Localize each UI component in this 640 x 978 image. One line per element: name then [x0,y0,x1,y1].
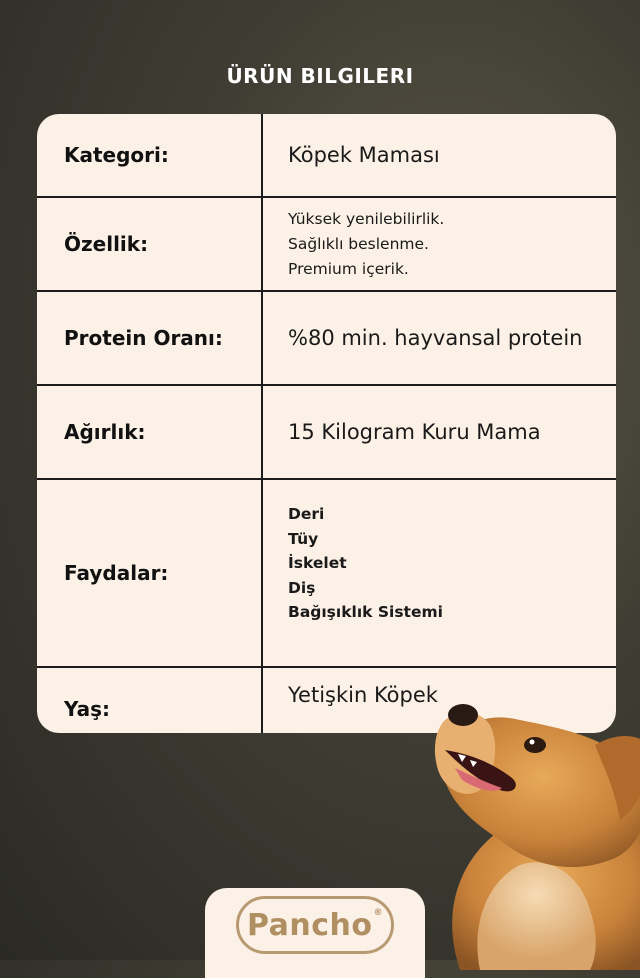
value-line: Yetişkin Köpek [288,682,438,707]
row-value [263,292,616,384]
brand-logo [236,896,394,954]
value-line: Bağışıklık Sistemi [288,603,443,621]
value-line: Yüksek yenilebilirlik. [288,209,445,228]
value-line: Deri [288,505,325,523]
row-label: Protein Oranı: [64,326,223,350]
value-line: %80 min. hayvansal protein [288,326,583,350]
value-line: 15 Kilogram Kuru Mama [288,420,541,444]
value-line: Köpek Maması [288,143,440,167]
row-value [263,114,616,196]
page-title: ÜRÜN BILGILERI [226,64,414,88]
product-info-table [37,114,616,733]
table-row-feature [37,198,616,292]
value-line: Premium içerik. [288,259,409,278]
value-line: Sağlıklı beslenme. [288,234,429,253]
row-value [263,198,616,290]
row-label: Özellik: [64,232,149,256]
row-value [263,386,616,478]
registered-mark: ® [373,908,384,918]
value-line: İskelet [288,554,347,572]
table-row-weight [37,386,616,480]
value-line: Diş [288,578,316,597]
row-label: Faydalar: [64,561,169,585]
table-row-protein [37,292,616,386]
row-label: Ağırlık: [64,420,146,444]
value-line: Tüy [288,529,319,548]
table-row-benefits [37,480,616,668]
row-value [263,480,616,666]
logo-text: Pancho [246,907,373,943]
dog-illustration-icon [420,690,640,970]
row-label: Yaş: [64,696,111,721]
table-row-category [37,114,616,198]
row-label: Kategori: [64,143,169,167]
